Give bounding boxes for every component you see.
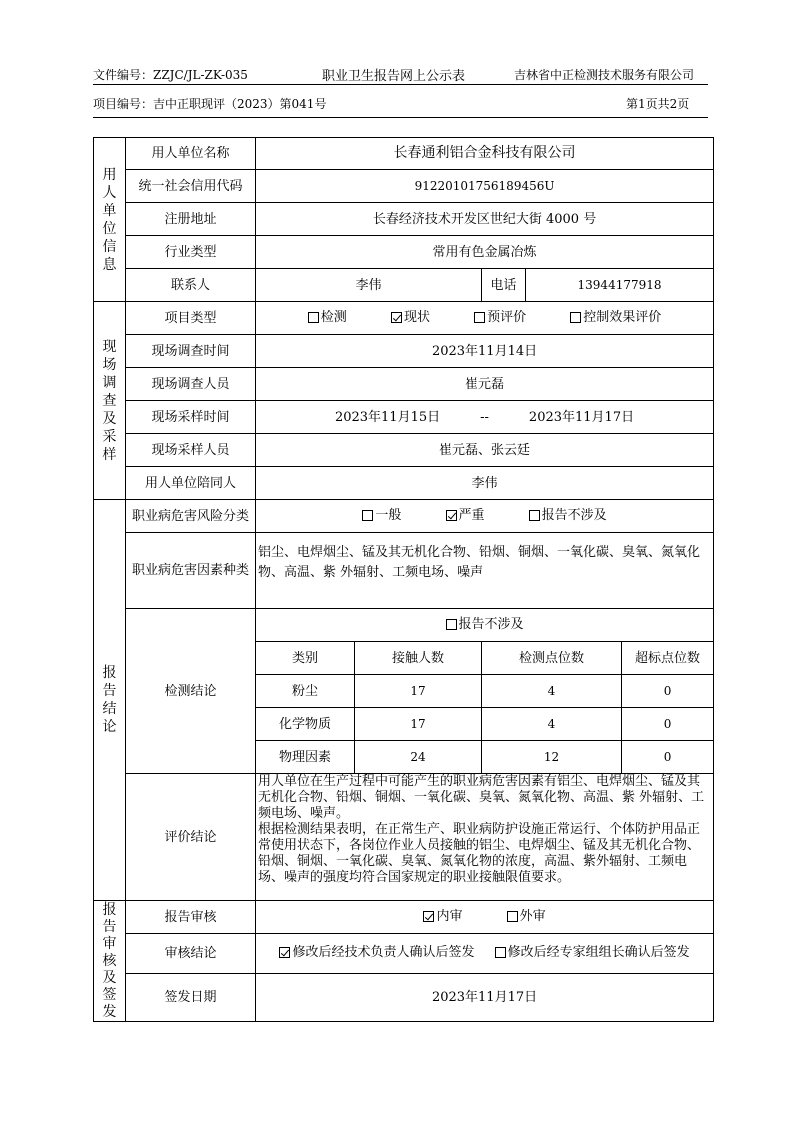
- detect-conclusion-label: 检测结论: [126, 609, 256, 774]
- checkbox-detection[interactable]: 检测: [308, 309, 347, 326]
- row-sampler: [94, 434, 714, 467]
- checkbox-detect-not-involved[interactable]: 报告不涉及: [446, 616, 524, 633]
- checkbox-tech-lead-sign[interactable]: 修改后经技术负责人确认后签发: [279, 944, 474, 961]
- risk-class-label: 职业病危害风险分类: [126, 500, 256, 533]
- company-name: 吉林省中正检测技术服务有限公司: [514, 68, 695, 82]
- sampler-label: 现场采样人员: [126, 434, 256, 467]
- header-rule-bottom: [93, 117, 708, 118]
- project-type-options: [256, 302, 714, 335]
- row-evaluation: [94, 774, 714, 901]
- row-contact: [94, 269, 714, 302]
- cell-exposed: 17: [355, 708, 482, 741]
- row-survey-time: [94, 335, 714, 368]
- row-surveyor: [94, 368, 714, 401]
- section-conclusion: 报告结论: [94, 500, 126, 901]
- section-employer: 用人单位信息: [94, 138, 126, 302]
- survey-time: 2023年11月14日: [256, 335, 714, 368]
- sampling-end: 2023年11月17日: [528, 409, 635, 425]
- header-rule-top: [93, 84, 708, 85]
- project-number: 项目编号：吉中正职现评（2023）第041号: [93, 97, 327, 111]
- review-result-options: [256, 934, 714, 974]
- row-risk-class: [94, 500, 714, 533]
- checkbox-icon: [279, 947, 290, 958]
- document-title: 职业卫生报告网上公示表: [322, 69, 466, 84]
- survey-time-label: 现场调查时间: [126, 335, 256, 368]
- cell-category: 粉尘: [256, 675, 355, 708]
- col-exceed-count: 超标点位数: [622, 642, 714, 675]
- row-detect-not-involved: [94, 609, 714, 642]
- review-result-label: 审核结论: [126, 934, 256, 974]
- row-project-type: [94, 302, 714, 335]
- cell-exceed: 0: [622, 675, 714, 708]
- address-label: 注册地址: [126, 203, 256, 236]
- checkbox-icon: [391, 312, 402, 323]
- row-industry: [94, 236, 714, 269]
- sampling-separator: --: [480, 409, 489, 425]
- checkbox-severe[interactable]: 严重: [446, 507, 485, 524]
- col-point-count: 检测点位数: [482, 642, 622, 675]
- hazard-factors: 铝尘、电焊烟尘、锰及其无机化合物、铅烟、铜烟、一氧化碳、臭氧、氮氧化物、高温、紫 外辐射、工频电场、噪声: [256, 533, 714, 609]
- checkbox-internal-review[interactable]: 内审: [423, 908, 462, 925]
- evaluation-text: 用人单位在生产过程中可能产生的职业病危害因素有铝尘、电焊烟尘、锰及其无机化合物、铅烟、铜烟、一氧化碳、臭氧、氮氧化物、高温、紫 外辐射、工频电场、噪声。 根据检测结果表明，在正常生产、职业病防护设施正常运行、个体防护用品正常使用状态下，各岗位作业人员接触的铝尘、电焊烟尘、锰及其无机化合物、铅烟、铜烟、一氧化碳、臭氧、氮氧化物的浓度，高温、紫外辐射、工频电场、噪声的强度均符合国家规定的职业接触限值要求。: [256, 774, 714, 901]
- section-review: 报告审核及签发: [94, 901, 126, 1022]
- checkbox-not-involved[interactable]: 报告不涉及: [529, 507, 607, 524]
- sampling-start: 2023年11月15日: [334, 409, 441, 425]
- row-escort: [94, 467, 714, 500]
- industry-label: 行业类型: [126, 236, 256, 269]
- row-sampling-time: [94, 401, 714, 434]
- cell-points: 4: [482, 708, 622, 741]
- cell-exceed: 0: [622, 708, 714, 741]
- checkbox-external-review[interactable]: 外审: [507, 908, 546, 925]
- row-credit-code: [94, 170, 714, 203]
- checkbox-icon: [362, 510, 373, 521]
- cell-category: 化学物质: [256, 708, 355, 741]
- checkbox-icon: [495, 947, 506, 958]
- review-options: [256, 901, 714, 934]
- row-hazard-factors: [94, 533, 714, 609]
- page-number: 第1页共2页: [626, 97, 690, 111]
- employer-name: 长春通利铝合金科技有限公司: [256, 138, 714, 170]
- disclosure-table: [93, 137, 714, 1022]
- cell-points: 12: [482, 741, 622, 774]
- credit-code-label: 统一社会信用代码: [126, 170, 256, 203]
- industry: 常用有色金属冶炼: [256, 236, 714, 269]
- sampling-time-label: 现场采样时间: [126, 401, 256, 434]
- contact: 李伟: [256, 269, 482, 302]
- cell-exposed: 17: [355, 675, 482, 708]
- credit-code: 91220101756189456U: [256, 170, 714, 203]
- issue-date: 2023年11月17日: [256, 974, 714, 1022]
- evaluation-label: 评价结论: [126, 774, 256, 901]
- checkbox-pre-evaluation[interactable]: 预评价: [474, 309, 526, 326]
- col-category: 类别: [256, 642, 355, 675]
- cell-points: 4: [482, 675, 622, 708]
- project-type-label: 项目类型: [126, 302, 256, 335]
- checkbox-general[interactable]: 一般: [362, 507, 401, 524]
- row-address: [94, 203, 714, 236]
- row-review: [94, 901, 714, 934]
- checkbox-status[interactable]: 现状: [391, 309, 430, 326]
- cell-exceed: 0: [622, 741, 714, 774]
- hazard-factors-label: 职业病危害因素种类: [126, 533, 256, 609]
- checkbox-icon: [423, 911, 434, 922]
- detect-not-involved: [256, 609, 714, 642]
- cell-category: 物理因素: [256, 741, 355, 774]
- sampler: 崔元磊、张云廷: [256, 434, 714, 467]
- review-label: 报告审核: [126, 901, 256, 934]
- checkbox-icon: [570, 312, 581, 323]
- risk-class-options: [256, 500, 714, 533]
- surveyor-label: 现场调查人员: [126, 368, 256, 401]
- col-exposed-count: 接触人数: [355, 642, 482, 675]
- checkbox-icon: [507, 911, 518, 922]
- row-issue-date: [94, 974, 714, 1022]
- checkbox-icon: [474, 312, 485, 323]
- row-employer-name: [94, 138, 714, 170]
- sampling-time: [256, 401, 714, 434]
- row-review-result: [94, 934, 714, 974]
- issue-date-label: 签发日期: [126, 974, 256, 1022]
- checkbox-icon: [529, 510, 540, 521]
- surveyor: 崔元磊: [256, 368, 714, 401]
- cell-exposed: 24: [355, 741, 482, 774]
- phone-label: 电话: [482, 269, 526, 302]
- section-survey: 现场调查及采样: [94, 302, 126, 500]
- checkbox-control-evaluation[interactable]: 控制效果评价: [570, 309, 661, 326]
- checkbox-expert-lead-sign[interactable]: 修改后经专家组组长确认后签发: [495, 944, 690, 961]
- checkbox-icon: [446, 619, 457, 630]
- phone: 13944177918: [526, 269, 714, 302]
- employer-name-label: 用人单位名称: [126, 138, 256, 170]
- contact-label: 联系人: [126, 269, 256, 302]
- escort-label: 用人单位陪同人: [126, 467, 256, 500]
- checkbox-icon: [308, 312, 319, 323]
- file-number: 文件编号：ZZJC/JL-ZK-035: [93, 68, 248, 82]
- address: 长春经济技术开发区世纪大街 4000 号: [256, 203, 714, 236]
- escort: 李伟: [256, 467, 714, 500]
- checkbox-icon: [446, 510, 457, 521]
